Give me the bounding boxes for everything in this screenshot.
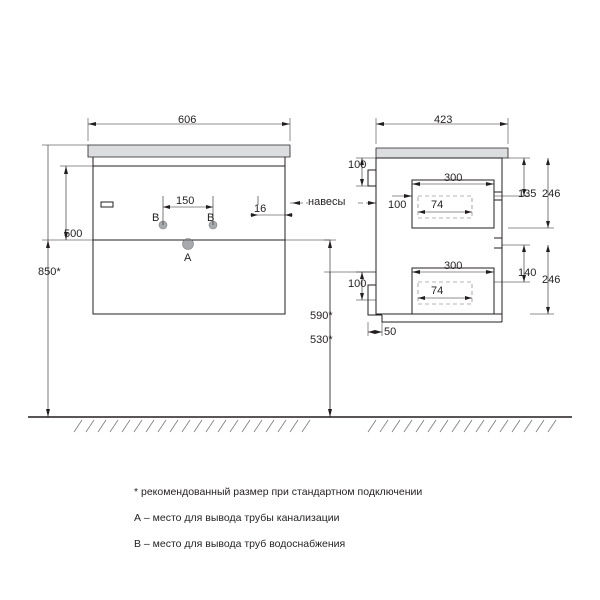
label-hangers: навесы [308,196,346,208]
label-side-140: 140 [518,267,537,279]
note-line-1: * рекомендованный размер при стандартном подключении [134,486,423,498]
label-side-100-bottom: 100 [348,278,367,290]
label-front-500: 500 [64,228,83,240]
floor-line-group [28,417,572,432]
label-marker-b-left: В [152,212,160,224]
front-dim-16-arrow-right [285,213,292,217]
label-side-100-top: 100 [348,159,367,171]
floor-hatching-left [74,420,310,432]
side-hanger-bracket-top [368,170,376,186]
side-dim-140-arrow-top [522,245,526,252]
front-dim-850-arrow-top [46,240,50,248]
label-front-850: 850* [38,266,61,278]
front-countertop [88,145,290,157]
side-dim-246-lower-arrow-top [546,245,550,252]
label-side-530: 530* [310,334,333,346]
label-marker-a: А [184,252,192,264]
side-dim-50-arrow-left [368,330,375,334]
front-view-group [42,118,330,417]
side-dim-100-bottom-arrow-bottom [360,293,364,300]
label-front-16: 16 [254,203,267,215]
label-side-590: 590* [310,310,333,322]
side-dim-590-arrow-top [328,240,332,248]
label-side-50: 50 [384,326,397,338]
side-countertop [376,148,508,158]
side-dim-100-top-arrow-bottom [360,179,364,186]
note-line-2: А – место для вывода трубы канализации [134,512,340,524]
hangers-arrow-right [368,201,376,205]
front-dim-850-arrow-bottom [46,409,50,417]
label-side-135: 135 [518,188,537,200]
label-side-100-drawer: 100 [388,199,407,211]
side-dim-423-arrow-right [500,122,508,126]
label-front-150: 150 [176,195,195,207]
label-side-74-upper: 74 [431,199,444,211]
floor-hatching-right [368,420,556,432]
side-dim-246-lower-arrow-bottom [546,307,550,314]
front-countertop-edge [93,157,285,166]
front-dim-500-arrow-top [64,166,68,174]
side-dim-246-upper-arrow-top [546,158,550,165]
side-dim-423-arrow-left [376,122,384,126]
label-side-246-lower: 246 [542,274,561,286]
label-side-depth-423: 423 [434,114,453,126]
side-dim-135-arrow-top [522,158,526,165]
label-marker-b-right: В [207,212,215,224]
label-side-246-upper: 246 [542,188,561,200]
front-dim-606-arrow-right [282,122,290,126]
label-front-width-606: 606 [178,114,197,126]
front-dim-606-arrow-left [88,122,96,126]
side-dim-246-upper-arrow-bottom [546,221,550,228]
hangers-arrow-left [292,201,300,205]
label-side-300-lower: 300 [444,260,463,272]
note-line-3: В – место для вывода труб водоснабжения [134,538,346,550]
label-side-74-lower: 74 [431,285,444,297]
label-side-300-upper: 300 [444,172,463,184]
side-dim-50-arrow-right [375,330,382,334]
